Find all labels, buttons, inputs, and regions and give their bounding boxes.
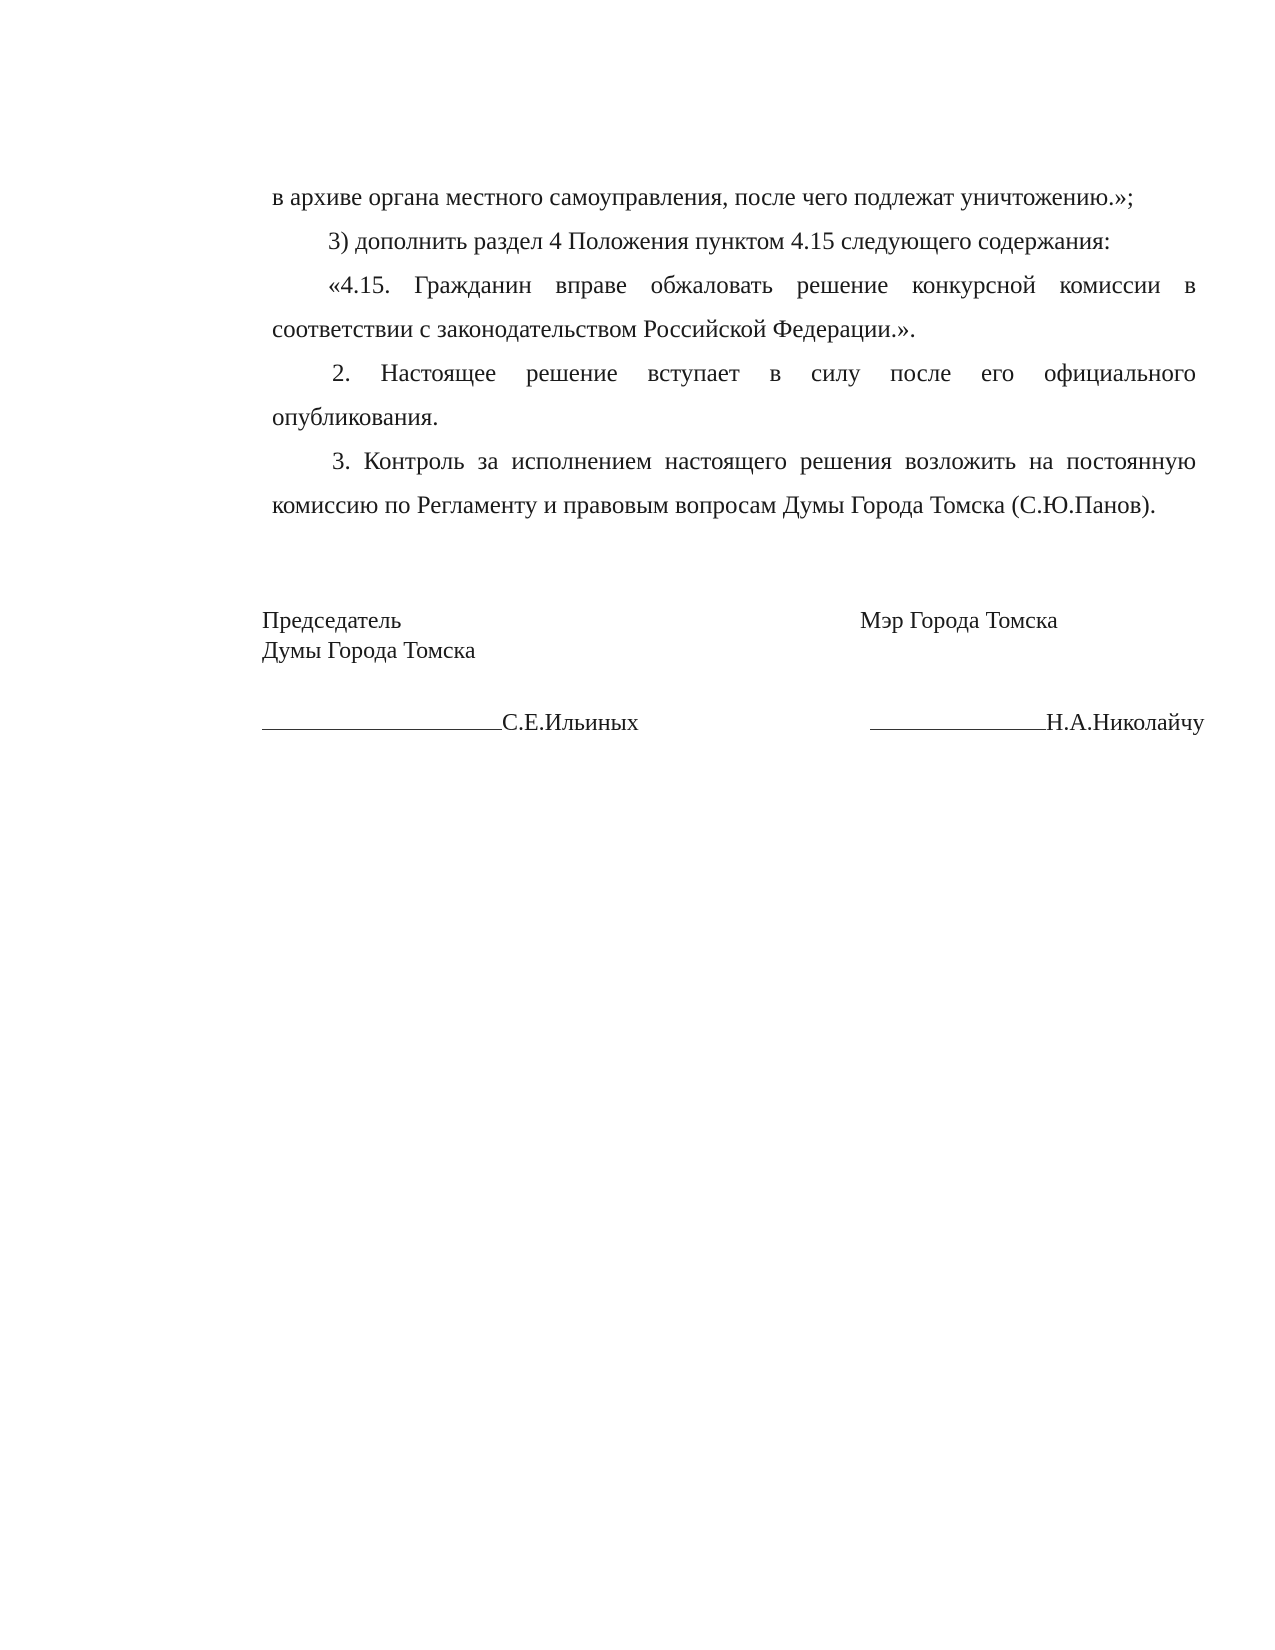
text-line-3: «4.15. Гражданин вправе обжаловать решение конкурсной комиссии в [328,272,1196,299]
signature-line-left [262,707,639,738]
chairman-title-duma: Думы Города Томска [262,638,476,664]
signature-block-right-title [860,606,1058,636]
text-line-8: комиссию по Регламенту и правовым вопросам Думы Города Томска (С.Ю.Панов). [272,492,1156,519]
chairman-name: С.Е.Ильиных [502,710,639,736]
signature-rule-right [870,707,1046,730]
signature-block-left-title [262,606,476,666]
signature-line-right [870,707,1205,738]
signature-rule-left [262,707,502,730]
mayor-title: Мэр Города Томска [860,608,1058,634]
text-line-5: 2. Настоящее решение вступает в силу после его официального [332,360,1196,387]
text-line-6: опубликования. [272,404,439,431]
chairman-title: Председатель [262,608,402,634]
text-line-7: 3. Контроль за исполнением настоящего решения возложить на постоянную [332,448,1196,475]
document-body [272,176,1196,528]
text-line-4: соответствии с законодательством Российской Федерации.». [272,316,916,343]
text-line-1: в архиве органа местного самоуправления, после чего подлежат уничтожению.»; [272,184,1134,211]
mayor-name: Н.А.Николайчу [1046,710,1205,736]
text-line-2: 3) дополнить раздел 4 Положения пунктом 4.15 следующего содержания: [328,228,1111,255]
